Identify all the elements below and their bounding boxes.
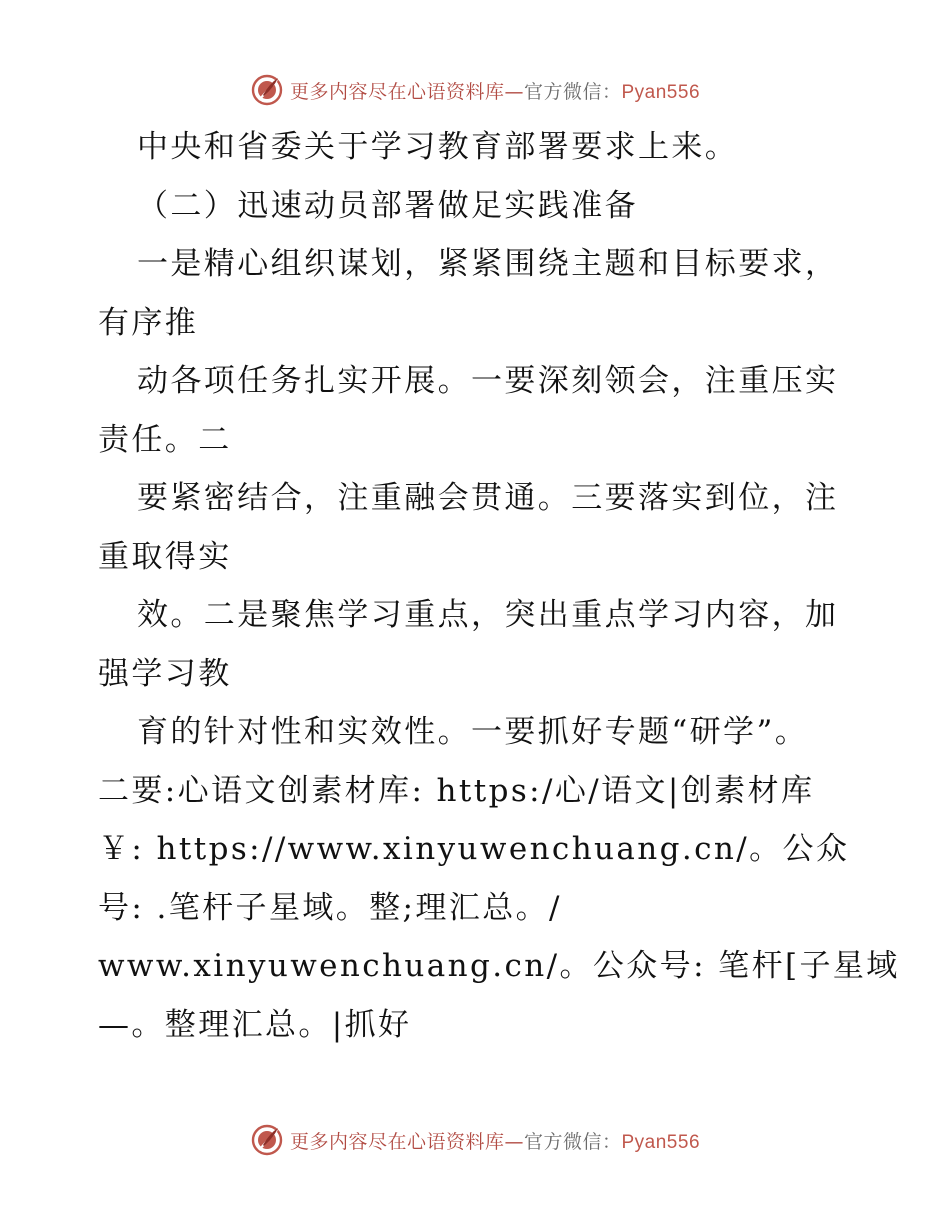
banner-wechat-label: 官方微信： xyxy=(523,80,622,103)
banner-inner xyxy=(250,73,700,107)
text-line: 重取得实 xyxy=(98,538,232,575)
text-line: 二要:心语文创素材库: https:/心/语文|创素材库 xyxy=(98,772,815,809)
text-line: 效。二是聚焦学习重点，突出重点学习内容，加 xyxy=(137,597,839,633)
banner-text xyxy=(290,77,700,104)
text-line: 号: .笔杆子星域。整;理汇总。/ xyxy=(98,889,562,926)
header-banner xyxy=(0,70,950,110)
banner-dash: — xyxy=(504,1130,524,1153)
section-heading: （二）迅速动员部署做足实践准备 xyxy=(137,187,638,224)
footer-banner xyxy=(0,1120,950,1160)
banner-text xyxy=(290,1127,700,1154)
document-body xyxy=(98,118,900,1054)
text-line: ￥: https://www.xinyuwenchuang.cn/。公众 xyxy=(98,831,850,867)
banner-dash: — xyxy=(504,80,524,103)
text-line: 强学习教 xyxy=(98,655,232,692)
text-line: www.xinyuwenchuang.cn/。公众号: 笔杆[子星域 xyxy=(98,948,900,984)
banner-wechat-id: Pyan556 xyxy=(621,81,701,103)
feather-pen-seal-icon xyxy=(250,73,284,107)
text-line: 育的针对性和实效性。一要抓好专题“研学”。 xyxy=(137,714,809,750)
text-line: 要紧密结合，注重融会贯通。三要落实到位，注 xyxy=(137,480,839,516)
banner-wechat-id: Pyan556 xyxy=(621,1131,701,1153)
text-line: 中央和省委关于学习教育部署要求上来。 xyxy=(137,129,739,165)
text-line: 动各项任务扎实开展。一要深刻领会，注重压实 xyxy=(137,363,839,399)
text-line: 责任。二 xyxy=(98,421,232,458)
banner-slogan: 更多内容尽在心语资料库 xyxy=(289,80,505,103)
text-line: —。整理汇总。|抓好 xyxy=(98,1006,412,1043)
banner-slogan: 更多内容尽在心语资料库 xyxy=(289,1130,505,1153)
banner-wechat-label: 官方微信： xyxy=(523,1130,622,1153)
text-line: 有序推 xyxy=(98,304,199,341)
text-line: 一是精心组织谋划，紧紧围绕主题和目标要求， xyxy=(137,246,839,282)
feather-pen-seal-icon xyxy=(250,1123,284,1157)
banner-inner xyxy=(250,1123,700,1157)
